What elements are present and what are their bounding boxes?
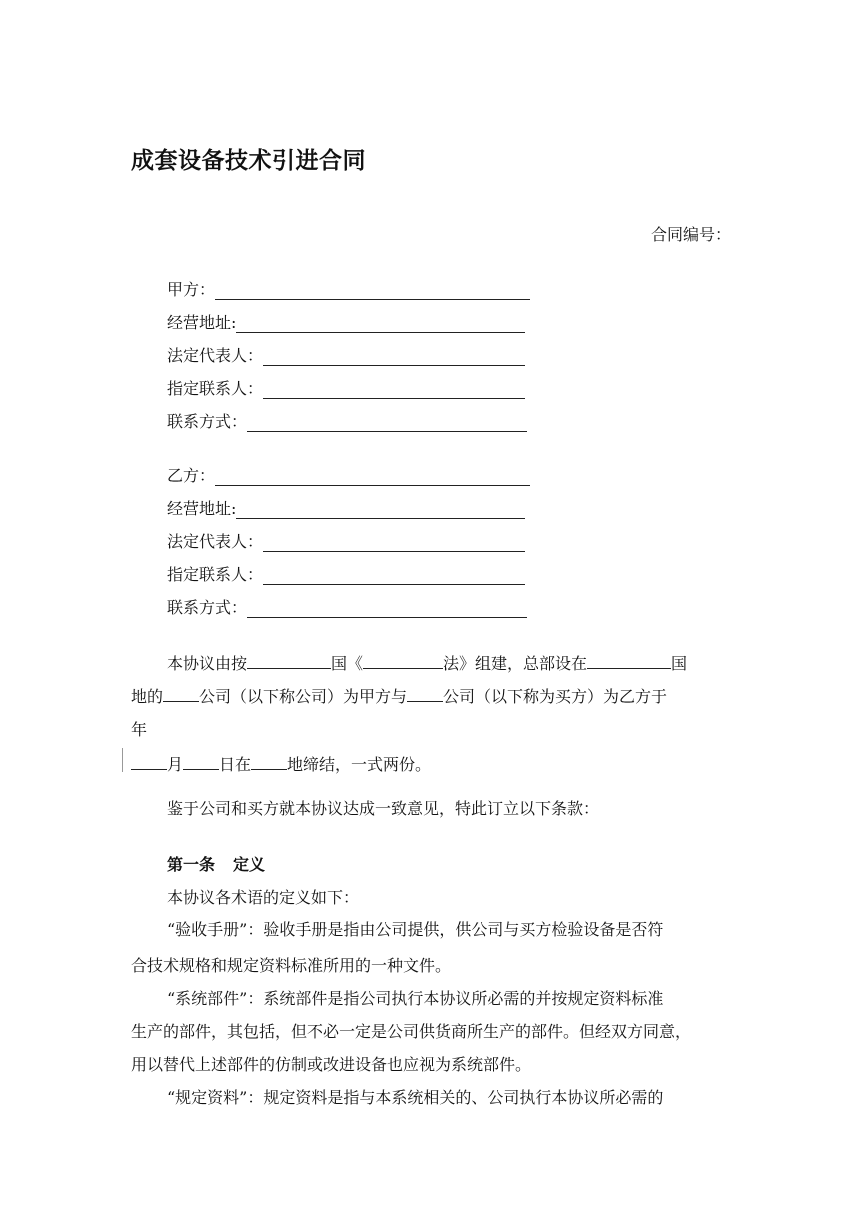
party-b-address-label: 经营地址: xyxy=(167,499,237,518)
definition-system-parts-line-2: 生产的部件，其包括，但不必一定是公司供货商所生产的部件。但经双方同意， xyxy=(131,1022,692,1041)
party-b-name-row xyxy=(167,464,530,486)
party-b-contact-person-row xyxy=(167,563,525,585)
preamble-text: 月 xyxy=(167,755,184,774)
blank-field-hq-country[interactable] xyxy=(587,652,671,669)
blank-field-city[interactable] xyxy=(163,685,199,702)
party-a-contact-person-row xyxy=(167,377,525,399)
definition-specified-data-line-1: “规定资料”：规定资料是指与本系统相关的、公司执行本协议所必需的 xyxy=(167,1088,664,1107)
party-b-legal-rep-label: 法定代表人： xyxy=(167,532,264,551)
party-b-legal-rep-row xyxy=(167,530,525,552)
party-a-legal-rep-row xyxy=(167,344,525,366)
blank-field-place[interactable] xyxy=(251,753,287,770)
preamble-text: 地的 xyxy=(131,687,164,706)
recital-paragraph: 鉴于公司和买方就本协议达成一致意见，特此订立以下条款： xyxy=(167,799,600,818)
contract-number-label: 合同编号： xyxy=(651,225,732,244)
preamble-line-3: 年 xyxy=(131,720,148,739)
blank-field-buyer-company[interactable] xyxy=(407,685,443,702)
definition-system-parts-line-1: “系统部件”：系统部件是指公司执行本协议所必需的并按规定资料标准 xyxy=(167,989,664,1008)
party-b-contact-method-field[interactable] xyxy=(247,599,527,618)
preamble-text: 国《 xyxy=(331,654,364,673)
party-a-contact-person-label: 指定联系人： xyxy=(167,379,264,398)
preamble-text: 地缔结，一式两份。 xyxy=(287,755,432,774)
preamble-text: 公司（以下称为买方）为乙方于 xyxy=(443,687,668,706)
party-b-name-field[interactable] xyxy=(215,467,530,486)
definition-acceptance-manual-line-2: 合技术规格和规定资料标准所用的一种文件。 xyxy=(131,956,452,975)
blank-field-day[interactable] xyxy=(183,753,219,770)
party-a-address-row xyxy=(167,311,525,333)
party-a-address-label: 经营地址: xyxy=(167,313,237,332)
article-1-heading xyxy=(167,852,265,875)
preamble-text: 国 xyxy=(671,654,688,673)
party-b-contact-method-row xyxy=(167,596,527,618)
preamble-line-2 xyxy=(131,684,667,707)
party-a-legal-rep-field[interactable] xyxy=(263,347,525,366)
party-a-contact-method-label: 联系方式： xyxy=(167,412,248,431)
article-title: 定义 xyxy=(233,855,266,874)
party-a-name-field[interactable] xyxy=(215,281,530,300)
preamble-text: 法》组建，总部设在 xyxy=(443,654,588,673)
party-b-address-row xyxy=(167,497,525,519)
blank-field-law[interactable] xyxy=(363,652,443,669)
party-b-contact-method-label: 联系方式： xyxy=(167,598,248,617)
document-title: 成套设备技术引进合同 xyxy=(131,148,366,174)
preamble-text: 日在 xyxy=(219,755,252,774)
party-b-name-label: 乙方： xyxy=(167,466,216,485)
preamble-text: 本协议由按 xyxy=(167,654,248,673)
party-a-contact-method-row xyxy=(167,410,527,432)
party-a-contact-person-field[interactable] xyxy=(263,380,525,399)
blank-field-month[interactable] xyxy=(131,753,167,770)
party-b-contact-person-label: 指定联系人： xyxy=(167,565,264,584)
article-1-intro: 本协议各术语的定义如下： xyxy=(167,888,360,907)
preamble-text: 公司（以下称公司）为甲方与 xyxy=(199,687,408,706)
party-a-name-row xyxy=(167,278,530,300)
party-a-address-field[interactable] xyxy=(236,314,525,333)
party-a-contact-method-field[interactable] xyxy=(247,413,527,432)
definition-acceptance-manual-line-1: “验收手册”：验收手册是指由公司提供，供公司与买方检验设备是否符 xyxy=(167,920,664,939)
definition-system-parts-line-3: 用以替代上述部件的仿制或改进设备也应视为系统部件。 xyxy=(131,1055,532,1074)
preamble-line-4 xyxy=(131,752,431,775)
article-number: 第一条 xyxy=(167,855,216,874)
party-a-name-label: 甲方： xyxy=(167,280,216,299)
party-b-legal-rep-field[interactable] xyxy=(263,533,525,552)
margin-marker xyxy=(122,748,124,772)
blank-field-country[interactable] xyxy=(247,652,331,669)
party-b-contact-person-field[interactable] xyxy=(263,566,525,585)
preamble-line-1 xyxy=(167,651,687,674)
party-a-legal-rep-label: 法定代表人： xyxy=(167,346,264,365)
party-b-address-field[interactable] xyxy=(236,500,525,519)
